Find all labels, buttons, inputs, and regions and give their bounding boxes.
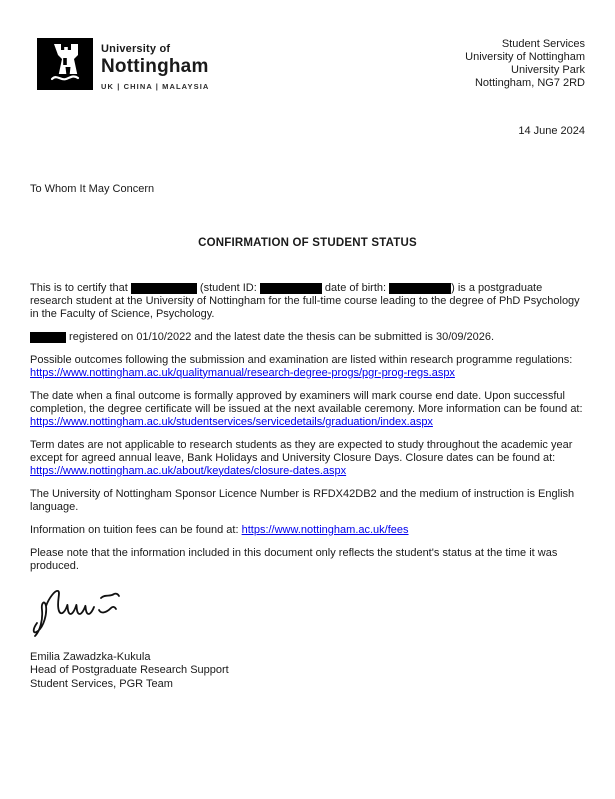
logo-wordmark bbox=[101, 38, 209, 91]
signatory-team: Student Services, PGR Team bbox=[30, 677, 173, 690]
redaction-bar bbox=[260, 283, 322, 294]
outcomes-paragraph: Possible outcomes following the submission and examination are listed within research programme regulations: https://www.nottingham.ac.uk/qualitymanual/research-degree-progs/pgr-prog-regs.aspx bbox=[30, 353, 573, 379]
handwritten-signature bbox=[30, 585, 142, 639]
logo-campuses: UK | CHINA | MALAYSIA bbox=[101, 82, 210, 91]
address-line: Nottingham, NG7 2RD bbox=[474, 77, 585, 89]
logo-university-of: University of bbox=[101, 43, 171, 55]
salutation: To Whom It May Concern bbox=[30, 182, 155, 195]
disclaimer-paragraph: Please note that the information included in this document only reflects the student's status at the time it was produced. bbox=[30, 546, 558, 572]
university-logo bbox=[37, 38, 209, 91]
term-dates-paragraph: Term dates are not applicable to research students as they are expected to study throughout the academic year except for agreed annual leave, Bank Holidays and University Closure Days. Closure dates can be found at: https://www.nottingham.ac.uk/about/keydates/closure-dates.aspx bbox=[30, 438, 573, 477]
signature-image bbox=[30, 585, 585, 641]
address-line: University Park bbox=[511, 64, 585, 76]
signatory-title: Head of Postgraduate Research Support bbox=[30, 664, 229, 676]
hyperlink[interactable]: https://www.nottingham.ac.uk/about/keydates/closure-dates.aspx bbox=[30, 464, 347, 477]
end-date-paragraph: The date when a final outcome is formally approved by examiners will mark course end date. Upon successful completion, the degree certificate will be issued at the next available ceremony. More information can be found at: https://www.nottingham.ac.uk/studentservices/servicedetails/graduation/index.aspx bbox=[30, 389, 583, 428]
redaction-bar bbox=[30, 332, 66, 343]
letter-date: 14 June 2024 bbox=[518, 124, 585, 137]
registration-paragraph: registered on 01/10/2022 and the latest date the thesis can be submitted is 30/09/2026. bbox=[30, 331, 585, 344]
address-line: University of Nottingham bbox=[465, 51, 585, 63]
letter-body bbox=[30, 282, 585, 573]
tuition-fees-paragraph: Information on tuition fees can be found at: https://www.nottingham.ac.uk/fees bbox=[30, 523, 409, 536]
letterhead bbox=[30, 38, 585, 91]
sponsor-licence-paragraph: The University of Nottingham Sponsor Licence Number is RFDX42DB2 and the medium of instruction is English language. bbox=[30, 487, 575, 513]
hyperlink[interactable]: https://www.nottingham.ac.uk/fees bbox=[241, 523, 409, 536]
letter-heading: CONFIRMATION OF STUDENT STATUS bbox=[198, 236, 417, 249]
address-line: Student Services bbox=[501, 38, 585, 50]
redaction-bar bbox=[389, 283, 451, 294]
sender-address bbox=[465, 38, 585, 90]
signoff-block bbox=[30, 651, 585, 692]
hyperlink[interactable]: https://www.nottingham.ac.uk/studentservices/servicedetails/graduation/index.aspx bbox=[30, 415, 433, 428]
logo-nottingham: Nottingham bbox=[101, 56, 209, 77]
certify-paragraph: This is to certify that (student ID: date of birth: ) is a postgraduate research student at the University of Nottingham for the full-time course leading to the degree of PhD Psychology in the Faculty of Science, Psychology. bbox=[30, 281, 580, 320]
castle-icon bbox=[37, 38, 93, 90]
hyperlink[interactable]: https://www.nottingham.ac.uk/qualitymanual/research-degree-progs/pgr-prog-regs.aspx bbox=[30, 366, 455, 379]
redaction-bar bbox=[131, 283, 197, 294]
signatory-name: Emilia Zawadzka-Kukula bbox=[30, 650, 151, 663]
